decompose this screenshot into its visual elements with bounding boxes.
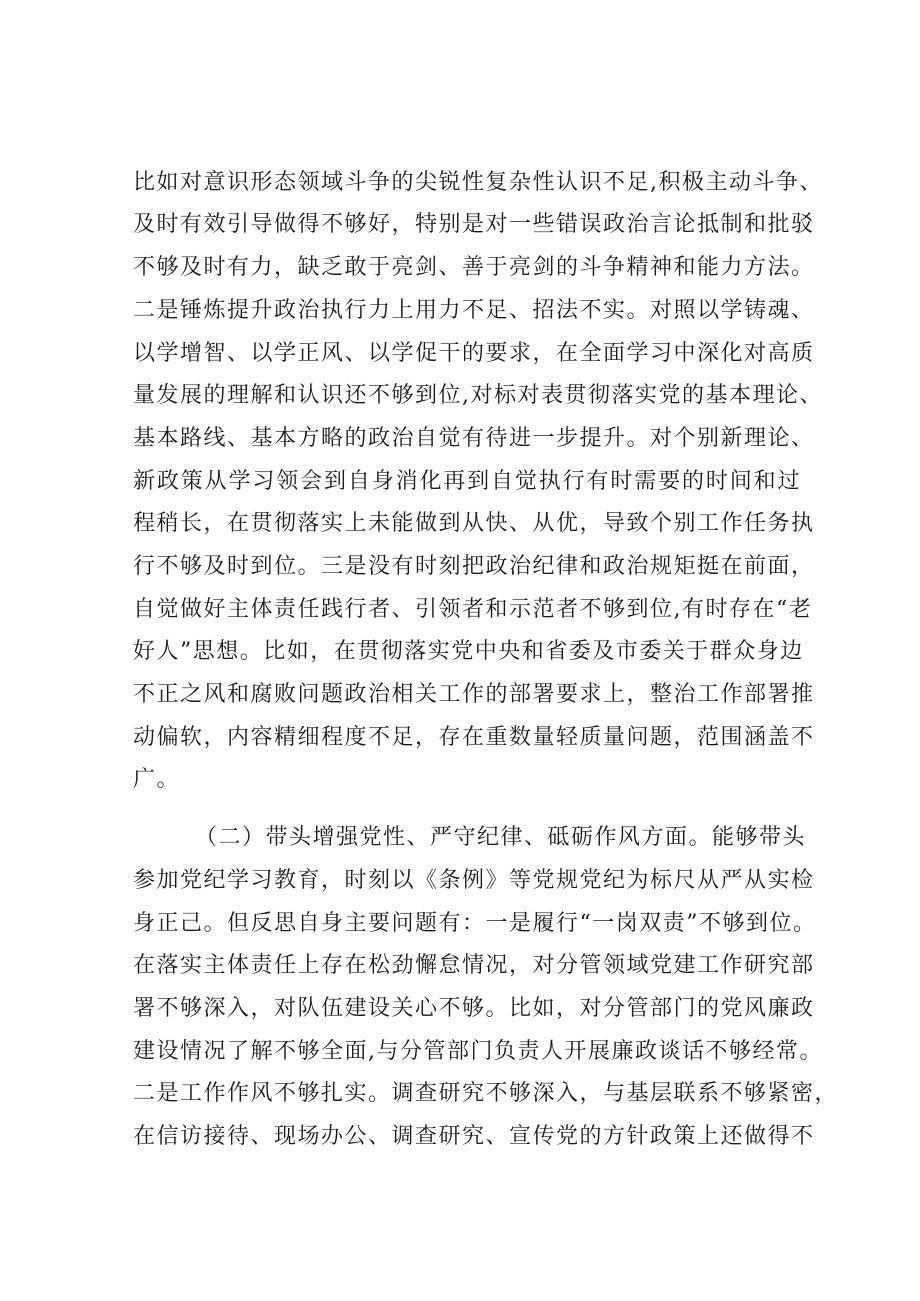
paragraph2-line: 在信访接待、现场办公、调查研究、宣传党的方针政策上还做得不 — [133, 1124, 815, 1149]
paragraph1-line: 不正之风和腐败问题政治相关工作的部署要求上，整治工作部署推 — [133, 682, 815, 707]
paragraph1-line: 量发展的理解和认识还不够到位,对标对表贯彻落实党的基本理论、 — [133, 383, 823, 408]
paragraph2-line: 二是工作作风不够扎实。调查研究不够深入，与基层联系不够紧密， — [133, 1081, 839, 1106]
paragraph1-line: 自觉做好主体责任践行者、引领者和示范者不够到位,有时存在“老 — [133, 597, 813, 622]
paragraph2-line: 身正己。但反思自身主要问题有：一是履行“一岗双责”不够到位。 — [133, 911, 817, 936]
paragraph1-line: 动偏软，内容精细程度不足，存在重数量轻质量问题，范围涵盖不 — [133, 725, 815, 750]
paragraph2-line: 建设情况了解不够全面,与分管部门负责人开展廉政谈话不够经常。 — [133, 1039, 823, 1064]
paragraph1-line: 好人”思想。比如，在贯彻落实党中央和省委及市委关于群众身边 — [133, 639, 804, 664]
paragraph1-line: 及时有效引导做得不够好，特别是对一些错误政治言论抵制和批驳 — [133, 212, 815, 237]
paragraph1-line: 比如对意识形态领域斗争的尖锐性复杂性认识不足,积极主动斗争、 — [133, 170, 823, 195]
paragraph1-line: 不够及时有力，缺乏敢于亮剑、善于亮剑的斗争精神和能力方法。 — [133, 255, 815, 280]
paragraph2-line: 署不够深入，对队伍建设关心不够。比如，对分管部门的党风廉政 — [133, 996, 815, 1021]
paragraph2-line: 在落实主体责任上存在松劲懈怠情况，对分管领域党建工作研究部 — [133, 953, 815, 978]
paragraph1-line: 行不够及时到位。三是没有时刻把政治纪律和政治规矩挺在前面， — [133, 554, 815, 579]
paragraph1-line: 广。 — [133, 767, 181, 792]
paragraph1-line: 二是锤炼提升政治执行力上用力不足、招法不实。对照以学铸魂、 — [133, 298, 815, 323]
paragraph2-line: 参加党纪学习教育，时刻以《条例》等党规党纪为标尺从严从实检 — [133, 868, 815, 893]
paragraph1-line: 新政策从学习领会到自身消化再到自觉执行有时需要的时间和过 — [133, 469, 801, 494]
paragraph2-heading-line: （二）带头增强党性、严守纪律、砥砺作风方面。能够带头 — [195, 825, 807, 850]
paragraph1-line: 基本路线、基本方略的政治自觉有待进一步提升。对个别新理论、 — [133, 426, 815, 451]
paragraph1-line: 以学增智、以学正风、以学促干的要求，在全面学习中深化对高质 — [133, 341, 815, 366]
paragraph1-line: 程稍长，在贯彻落实上未能做到从快、从优，导致个别工作任务执 — [133, 511, 815, 536]
